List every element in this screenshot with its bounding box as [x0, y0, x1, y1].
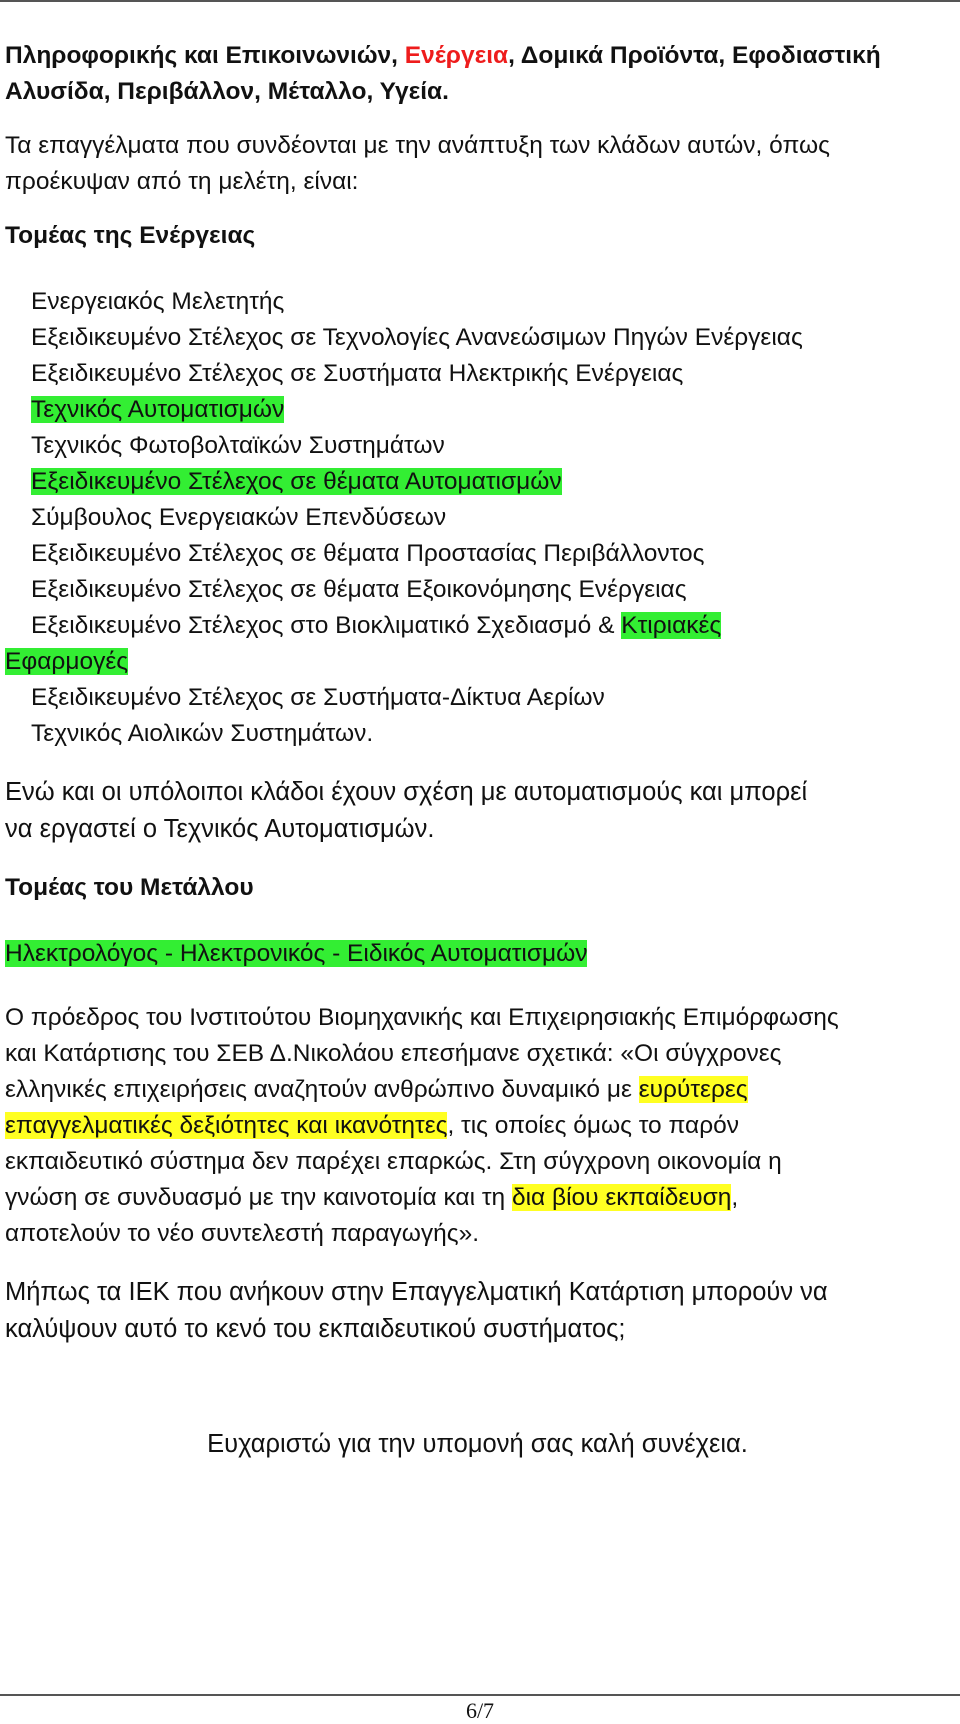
list-item	[5, 572, 950, 608]
list-item-text: Εξειδικευμένο Στέλεχος σε Συστήματα Ηλεκτρικής Ενέργειας	[31, 360, 684, 387]
list-item	[5, 500, 950, 536]
energy-sector-heading: Τομέας της Ενέργειας	[5, 222, 256, 249]
list-item-text: Εξειδικευμένο Στέλεχος στο Βιοκλιματικό Σχεδιασμό &	[31, 612, 622, 639]
question-paragraph	[5, 1274, 950, 1348]
list-item	[5, 392, 950, 428]
paragraph-line: και Κατάρτισης του ΣΕΒ Δ.Νικολάου επεσήμανε σχετικά: «Οι σύγχρονες	[5, 1040, 782, 1067]
intro-text: , Δομικά Προϊόντα, Εφοδιαστική	[508, 42, 881, 69]
paragraph-line	[5, 1180, 950, 1216]
list-item-text: Εξειδικευμένο Στέλεχος σε Συστήματα-Δίκτυα Αερίων	[31, 684, 605, 711]
intro-text: Πληροφορικής και Επικοινωνιών,	[5, 42, 405, 69]
paragraph-line: Μήπως τα ΙΕΚ που ανήκουν στην Επαγγελματική Κατάρτιση μπορούν να	[5, 1278, 828, 1306]
list-item	[5, 284, 950, 320]
highlighted-word: Εφαρμογές	[5, 648, 129, 675]
highlighted-word: Κτιριακές	[621, 612, 722, 639]
list-item-wrap	[5, 644, 950, 680]
list-item	[5, 608, 950, 644]
highlighted-list-item: Τεχνικός Αυτοματισμών	[31, 396, 285, 423]
intro-line-1	[5, 38, 950, 74]
list-item	[5, 464, 950, 500]
professions-intro-line: προέκυψαν από τη μελέτη, είναι:	[5, 168, 359, 195]
paragraph-line: εκπαιδευτικό σύστημα δεν παρέχει επαρκώς. Στη σύγχρονη οικονομία η	[5, 1148, 782, 1175]
energy-profession-list	[5, 284, 950, 752]
top-rule	[0, 0, 960, 2]
closing-line: Ευχαριστώ για την υπομονή σας καλή συνέχεια.	[207, 1430, 748, 1458]
list-item	[5, 680, 950, 716]
paragraph-line: Ενώ και οι υπόλοιποι κλάδοι έχουν σχέση με αυτοματισμούς και μπορεί	[5, 778, 808, 806]
list-item-text: Εξειδικευμένο Στέλεχος σε θέματα Προστασίας Περιβάλλοντος	[31, 540, 705, 567]
highlighted-phrase: δια βίου εκπαίδευση	[511, 1184, 732, 1211]
list-item	[5, 428, 950, 464]
page-number: 6/7	[465, 1698, 495, 1723]
intro-line-2: Αλυσίδα, Περιβάλλον, Μέταλλο, Υγεία.	[5, 78, 449, 105]
footer-rule	[0, 1694, 960, 1696]
paragraph-line: Ο πρόεδρος του Ινστιτούτου Βιομηχανικής και Επιχειρησιακής Επιμόρφωσης	[5, 1004, 839, 1031]
paragraph-line: καλύψουν αυτό το κενό του εκπαιδευτικού συστήματος;	[5, 1315, 626, 1343]
metal-sector-heading: Τομέας του Μετάλλου	[5, 874, 254, 901]
list-item-text: Τεχνικός Αιολικών Συστημάτων.	[31, 720, 374, 747]
professions-intro	[5, 128, 950, 200]
list-item	[5, 536, 950, 572]
paragraph-line: αποτελούν το νέο συντελεστή παραγωγής».	[5, 1220, 480, 1247]
list-item-text: Σύμβουλος Ενεργειακών Επενδύσεων	[31, 504, 447, 531]
highlighted-phrase: επαγγελματικές δεξιότητες και ικανότητες	[5, 1112, 448, 1139]
professions-intro-line: Τα επαγγέλματα που συνδέονται με την ανάπτυξη των κλάδων αυτών, όπως	[5, 132, 830, 159]
page-content	[5, 38, 950, 1463]
list-item-text: Εξειδικευμένο Στέλεχος σε Τεχνολογίες Ανανεώσιμων Πηγών Ενέργειας	[31, 324, 803, 351]
paragraph-text: , τις οποίες όμως το παρόν	[447, 1112, 740, 1139]
list-item	[5, 320, 950, 356]
highlighted-phrase: ευρύτερες	[638, 1076, 748, 1103]
highlighted-list-item: Ηλεκτρολόγος - Ηλεκτρονικός - Ειδικός Αυτοματισμών	[5, 940, 588, 967]
paragraph-line: να εργαστεί ο Τεχνικός Αυτοματισμών.	[5, 815, 435, 843]
paragraph-text: ελληνικές επιχειρήσεις αναζητούν ανθρώπινο δυναμικό με	[5, 1076, 639, 1103]
list-item-text: Τεχνικός Φωτοβολταϊκών Συστημάτων	[31, 432, 445, 459]
energy-red-word: Ενέργεια	[404, 42, 509, 69]
paragraph-line	[5, 1072, 950, 1108]
other-branches-paragraph	[5, 774, 950, 848]
paragraph-text: ,	[731, 1184, 739, 1211]
paragraph-text: γνώση σε συνδυασμό με την καινοτομία και τη	[5, 1184, 512, 1211]
paragraph-line	[5, 1108, 950, 1144]
intro-paragraph	[5, 38, 950, 110]
list-item	[5, 716, 950, 752]
quote-paragraph	[5, 1000, 950, 1252]
list-item-text: Ενεργειακός Μελετητής	[31, 288, 285, 315]
highlighted-list-item: Εξειδικευμένο Στέλεχος σε θέματα Αυτοματισμών	[31, 468, 562, 495]
list-item	[5, 356, 950, 392]
list-item-text: Εξειδικευμένο Στέλεχος σε θέματα Εξοικονόμησης Ενέργειας	[31, 576, 687, 603]
metal-sector-item	[5, 936, 950, 972]
